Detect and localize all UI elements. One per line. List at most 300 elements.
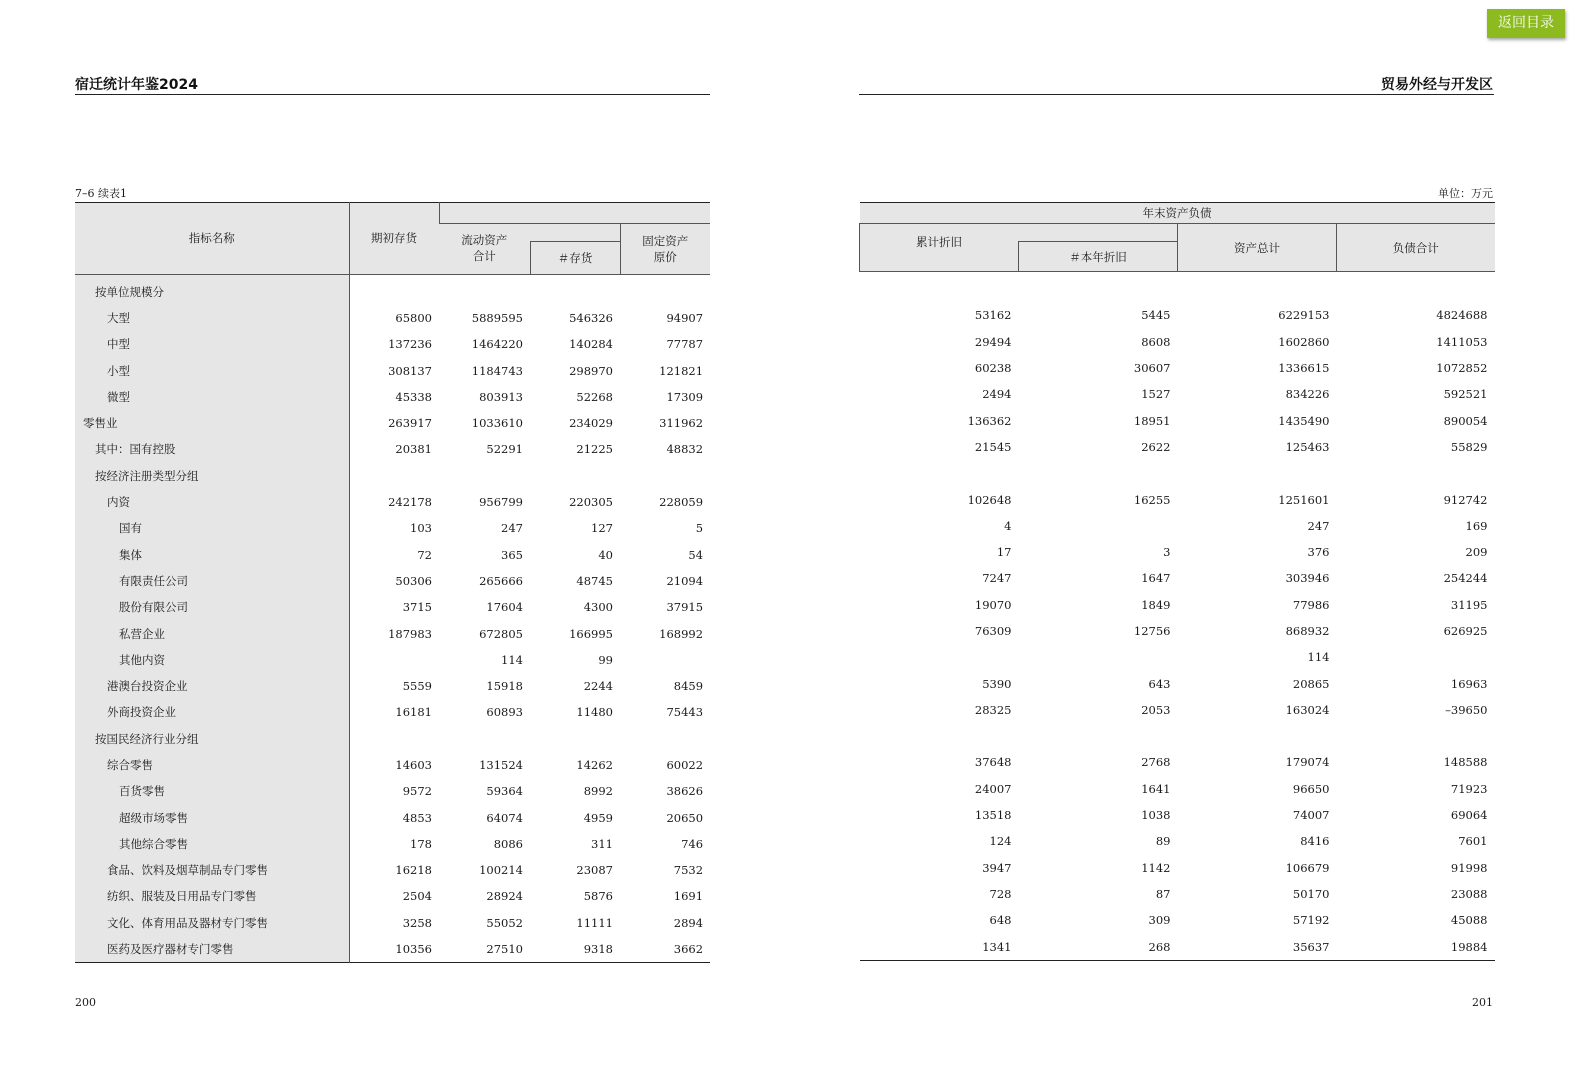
cell-value: 137236 [388,337,432,352]
cell-value [1019,723,1178,749]
table-row [860,272,1495,303]
cell-value: 17309 [666,389,704,404]
header-accum-depr [860,234,1019,272]
header-fixed-assets [620,224,710,275]
table-row [75,436,710,462]
cell-value: 72 [417,547,432,562]
row-label: 集体 [75,541,349,567]
cell-value [1337,723,1495,749]
cell-value: 5876 [583,889,613,904]
cell-value: 55829 [1450,439,1488,454]
cell-value: 178 [410,836,432,851]
cell-value: 74007 [1292,808,1330,823]
cell-value [620,274,710,305]
cell-value: 4853 [402,810,432,825]
cell-value: 2768 [1141,755,1171,770]
cell-value [1178,272,1337,303]
cell-value: 169 [1465,518,1488,533]
row-label: 小型 [75,357,349,383]
cell-value: 52268 [576,389,613,404]
cell-value: 728 [989,886,1012,901]
cell-value [1019,513,1178,539]
cell-value: 65800 [395,310,432,325]
row-label: 按经济注册类型分组 [75,463,349,489]
cell-value: 16255 [1133,492,1171,507]
cell-value [439,274,530,305]
table-row [75,274,710,305]
cell-value: 12756 [1133,624,1171,638]
table-row [75,936,710,963]
row-label: 外商投资企业 [75,699,349,725]
row-label: 综合零售 [75,752,349,778]
cell-value: 3947 [982,860,1012,875]
cell-value: 956799 [479,495,523,510]
cell-value: 131524 [479,757,523,772]
cell-value: 4 [1004,518,1012,533]
table-row [860,802,1495,828]
cell-value [860,460,1019,486]
cell-value: 11480 [576,705,613,720]
cell-value: 21094 [666,573,704,588]
cell-value: 17604 [486,600,523,615]
cell-value: 1341 [982,939,1012,954]
yearbook-title: 宿迁统计年鉴2024 [75,77,198,93]
cell-value: 2494 [982,387,1012,402]
cell-value [1337,460,1495,486]
table-row [860,855,1495,881]
cell-value: 77986 [1292,597,1330,612]
cell-value: 57192 [1292,913,1330,928]
data-table-left [75,202,710,963]
cell-value: 1435490 [1278,413,1330,428]
cell-value: 136362 [967,413,1012,428]
cell-value: 209 [1465,545,1488,560]
cell-value: 1033610 [471,416,523,431]
header-inventory: ＃存货 [530,242,620,275]
cell-value [439,726,530,752]
cell-value: 64074 [486,810,523,825]
row-label: 其中：国有控股 [75,436,349,462]
header-current-assets [439,232,530,275]
cell-value: 1142 [1141,860,1171,875]
cell-value: 1411053 [1436,334,1488,349]
cell-value: 20865 [1292,676,1330,691]
cell-value: 9318 [583,942,613,957]
cell-value: 592521 [1443,387,1488,402]
table-body-right [860,272,1495,961]
cell-value: 672805 [479,626,523,641]
cell-value: 27510 [486,942,523,957]
cell-value [860,723,1019,749]
row-label: 大型 [75,305,349,331]
table-row [860,592,1495,618]
header-total-liabilities: 负债合计 [1337,224,1495,272]
right-page [793,0,1587,1077]
cell-value: 168992 [659,626,704,641]
cell-value: 21225 [576,442,613,457]
table-row [75,594,710,620]
cell-value: 106679 [1285,860,1330,875]
row-label: 纺织、服装及日用品专门零售 [75,883,349,909]
cell-value: 37915 [666,600,704,615]
cell-value: 254244 [1443,571,1488,586]
cell-value: 94907 [666,310,704,325]
cell-value: 746 [681,836,704,851]
table-row [860,618,1495,644]
table-row [75,647,710,673]
header-group-blank [439,203,710,224]
table-row [860,670,1495,696]
cell-value: 28325 [974,702,1012,717]
table-row [860,434,1495,460]
cell-value: 2894 [673,915,704,930]
header-accum-depr-span [860,224,1178,242]
cell-value: 1464220 [471,337,523,352]
cell-value: 31195 [1450,597,1488,612]
table-row [75,620,710,646]
table-row [860,933,1495,960]
cell-value: 5 [695,521,704,536]
cell-value [349,647,439,673]
table-row [860,776,1495,802]
cell-value [530,726,620,752]
cell-value: 30607 [1133,361,1171,376]
cell-value: 87 [1155,886,1171,901]
table-row [75,673,710,699]
cell-value [530,274,620,305]
table-row [860,486,1495,512]
cell-value: 4824688 [1436,308,1488,323]
cell-value: 1072852 [1436,361,1488,376]
cell-value: 23087 [576,863,613,878]
cell-value: 187983 [388,626,432,641]
header-indicator-name: 指标名称 [75,203,349,275]
cell-value: 16963 [1450,676,1488,691]
header-opening-inventory: 期初存货 [349,203,439,275]
table-row [860,539,1495,565]
cell-value: 247 [501,521,523,536]
cell-value: 1527 [1141,387,1171,402]
cell-value: 263917 [388,416,432,431]
cell-value: 16218 [395,863,432,878]
cell-value [1337,644,1495,670]
row-label: 港澳台投资企业 [75,673,349,699]
header-current-assets-text: 流动资产合计 [461,232,508,263]
row-label: 百货零售 [75,778,349,804]
cell-value: 16181 [395,705,432,720]
cell-value: 140284 [569,337,613,352]
cell-value: 50306 [395,573,432,588]
table-row [75,305,710,331]
cell-value: 91998 [1450,860,1488,875]
back-to-contents-button[interactable]: 返回目录 [1487,9,1565,38]
row-label: 按国民经济行业分组 [75,726,349,752]
table-row [75,910,710,936]
cell-value: 3715 [402,600,432,615]
cell-value: 8992 [583,784,613,799]
cell-value: 5559 [402,679,432,694]
cell-value: 7601 [1458,834,1488,849]
cell-value: 163024 [1285,702,1330,717]
cell-value: 24007 [974,781,1012,796]
cell-value: 53162 [974,308,1012,323]
table-row [860,355,1495,381]
cell-value [1019,460,1178,486]
row-label: 按单位规模分 [75,274,349,305]
cell-value: 148588 [1443,755,1488,770]
cell-value: 103 [410,521,432,536]
cell-value: 626925 [1443,624,1488,638]
table-row [75,541,710,567]
page-number-left: 200 [75,996,96,1009]
row-label: 微型 [75,384,349,410]
cell-value: 114 [501,652,523,667]
cell-value: 19070 [974,597,1012,612]
table-body-left [75,274,710,963]
cell-value: 17 [996,545,1012,560]
cell-value: 28924 [486,889,523,904]
cell-value: 77787 [666,337,704,352]
cell-value: 8459 [673,679,704,694]
cell-value [439,463,530,489]
cell-value: 69064 [1450,808,1488,823]
table-row [75,331,710,357]
cell-value: 102648 [967,492,1012,507]
table-row [860,407,1495,433]
table-row [75,883,710,909]
cell-value: 643 [1148,676,1171,691]
cell-value: 7532 [673,863,704,878]
cell-value: 247 [1307,518,1330,533]
row-label: 超级市场零售 [75,804,349,830]
row-label: 有限责任公司 [75,568,349,594]
cell-value: 13518 [974,808,1012,823]
cell-value: 21545 [974,439,1012,454]
cell-value: 114 [1307,650,1330,665]
cell-value: 19884 [1450,939,1488,954]
table-row [860,381,1495,407]
cell-value: 60238 [974,361,1012,376]
header-year-end-assets: 年末资产负债 [860,203,1495,224]
table-row [75,778,710,804]
table-row [860,749,1495,775]
table-row [860,644,1495,670]
cell-value: 45088 [1450,913,1488,928]
table-row [75,568,710,594]
row-label: 零售业 [75,410,349,436]
cell-value: 912742 [1443,492,1488,507]
cell-value: 2504 [402,889,432,904]
table-row [75,831,710,857]
header-rule-left [75,94,710,95]
cell-value: 29494 [974,334,1012,349]
cell-value: 14603 [395,757,432,772]
cell-value [1019,644,1178,670]
cell-value: 648 [989,913,1012,928]
cell-value: 76309 [974,624,1012,638]
cell-value: 48832 [666,442,704,457]
table-row [860,302,1495,328]
cell-value: 52291 [486,442,523,457]
row-label: 中型 [75,331,349,357]
row-label: 其他综合零售 [75,831,349,857]
row-label: 其他内资 [75,647,349,673]
cell-value [530,463,620,489]
cell-value: 35637 [1292,939,1330,954]
data-table-right [859,202,1495,961]
cell-value: 15918 [486,679,523,694]
header-rule-right [859,94,1494,95]
cell-value: 50170 [1292,886,1330,901]
cell-value: 8416 [1300,834,1330,849]
cell-value: 234029 [569,416,613,431]
cell-value [1178,723,1337,749]
cell-value: 166995 [569,626,613,641]
cell-value: 55052 [486,915,523,930]
cell-value: 1647 [1141,571,1171,586]
cell-value: 121821 [659,363,704,378]
cell-value: 376 [1307,545,1330,560]
table-row [75,357,710,383]
cell-value: 1251601 [1278,492,1330,507]
cell-value [860,644,1019,670]
table-row [75,752,710,778]
header-total-assets: 资产总计 [1178,224,1337,272]
cell-value: 14262 [576,757,613,772]
cell-value: 54 [688,547,704,562]
cell-value: 308137 [388,363,432,378]
cell-value: 228059 [659,495,704,510]
cell-value: 311962 [659,416,704,431]
cell-value: 298970 [569,363,613,378]
cell-value: 890054 [1443,413,1488,428]
cell-value: 1691 [673,889,704,904]
table-row [860,565,1495,591]
cell-value: 5889595 [471,310,523,325]
table-row [75,384,710,410]
cell-value: 20381 [395,442,432,457]
table-row [860,697,1495,723]
row-label: 股份有限公司 [75,594,349,620]
header-accum-depr-text: 累计折旧 [916,234,962,249]
cell-value [349,274,439,305]
cell-value: 60022 [666,757,704,772]
table-row [860,513,1495,539]
cell-value: 37648 [974,755,1012,770]
row-label: 内资 [75,489,349,515]
chapter-title: 贸易外经与开发区 [1381,77,1493,93]
cell-value: 3258 [402,915,432,930]
cell-value: 60893 [486,705,523,720]
cell-value: 89 [1155,834,1171,849]
cell-value: 2244 [583,679,613,694]
cell-value: 1038 [1141,808,1171,823]
cell-value: 179074 [1285,755,1330,770]
cell-value: 1336615 [1278,361,1330,376]
cell-value: 40 [598,547,613,562]
table-row [860,723,1495,749]
table-row [860,907,1495,933]
cell-value [620,647,710,673]
cell-value [620,726,710,752]
table-row [860,828,1495,854]
table-row [860,329,1495,355]
cell-value [349,726,439,752]
cell-value: 268 [1148,939,1171,954]
cell-value: 48745 [576,573,613,588]
cell-value: 75443 [666,705,704,720]
table-row [75,857,710,883]
cell-value: 311 [591,836,613,851]
cell-value: 5445 [1141,308,1171,323]
table-row [75,699,710,725]
row-label: 食品、饮料及烟草制品专门零售 [75,857,349,883]
cell-value: 9572 [402,784,432,799]
left-page [0,0,793,1077]
cell-value: 124 [989,834,1012,849]
cell-value: 7247 [982,571,1012,586]
cell-value: –39650 [1445,702,1488,717]
header-fixed-assets-text: 固定资产原价 [642,233,689,264]
cell-value [860,272,1019,303]
cell-value: 1184743 [471,363,523,378]
row-label: 医药及医疗器材专门零售 [75,936,349,963]
table-number-label: 7–6 续表1 [75,187,127,200]
cell-value: 96650 [1292,781,1330,796]
table-row [75,410,710,436]
cell-value: 10356 [395,942,432,957]
cell-value [1019,272,1178,303]
cell-value: 265666 [479,573,523,588]
cell-value: 125463 [1285,439,1330,454]
cell-value: 2053 [1141,702,1171,717]
cell-value: 100214 [479,863,523,878]
cell-value: 20650 [666,810,704,825]
cell-value: 3662 [673,942,704,957]
cell-value: 71923 [1450,781,1488,796]
cell-value [1178,460,1337,486]
table-row [860,460,1495,486]
cell-value: 23088 [1450,886,1488,901]
cell-value: 220305 [569,495,613,510]
cell-value: 6229153 [1278,308,1330,323]
row-label: 私营企业 [75,620,349,646]
cell-value: 8608 [1141,334,1171,349]
page-number-right: 201 [1472,996,1493,1009]
table-row [75,463,710,489]
row-label: 国有 [75,515,349,541]
unit-label: 单位：万元 [1438,187,1493,200]
row-label: 文化、体育用品及器材专门零售 [75,910,349,936]
cell-value: 3 [1163,545,1171,560]
cell-value: 99 [598,652,613,667]
cell-value: 834226 [1285,387,1330,402]
cell-value: 11111 [576,915,613,930]
cell-value: 309 [1148,913,1171,928]
cell-value: 5390 [982,676,1012,691]
table-row [75,515,710,541]
cell-value: 38626 [666,784,704,799]
cell-value: 1641 [1141,781,1171,796]
cell-value: 4300 [583,600,613,615]
cell-value: 1602860 [1278,334,1330,349]
table-row [75,726,710,752]
cell-value [1337,272,1495,303]
cell-value: 546326 [569,310,613,325]
cell-value: 365 [501,547,523,562]
cell-value: 18951 [1133,413,1171,428]
table-row [75,489,710,515]
